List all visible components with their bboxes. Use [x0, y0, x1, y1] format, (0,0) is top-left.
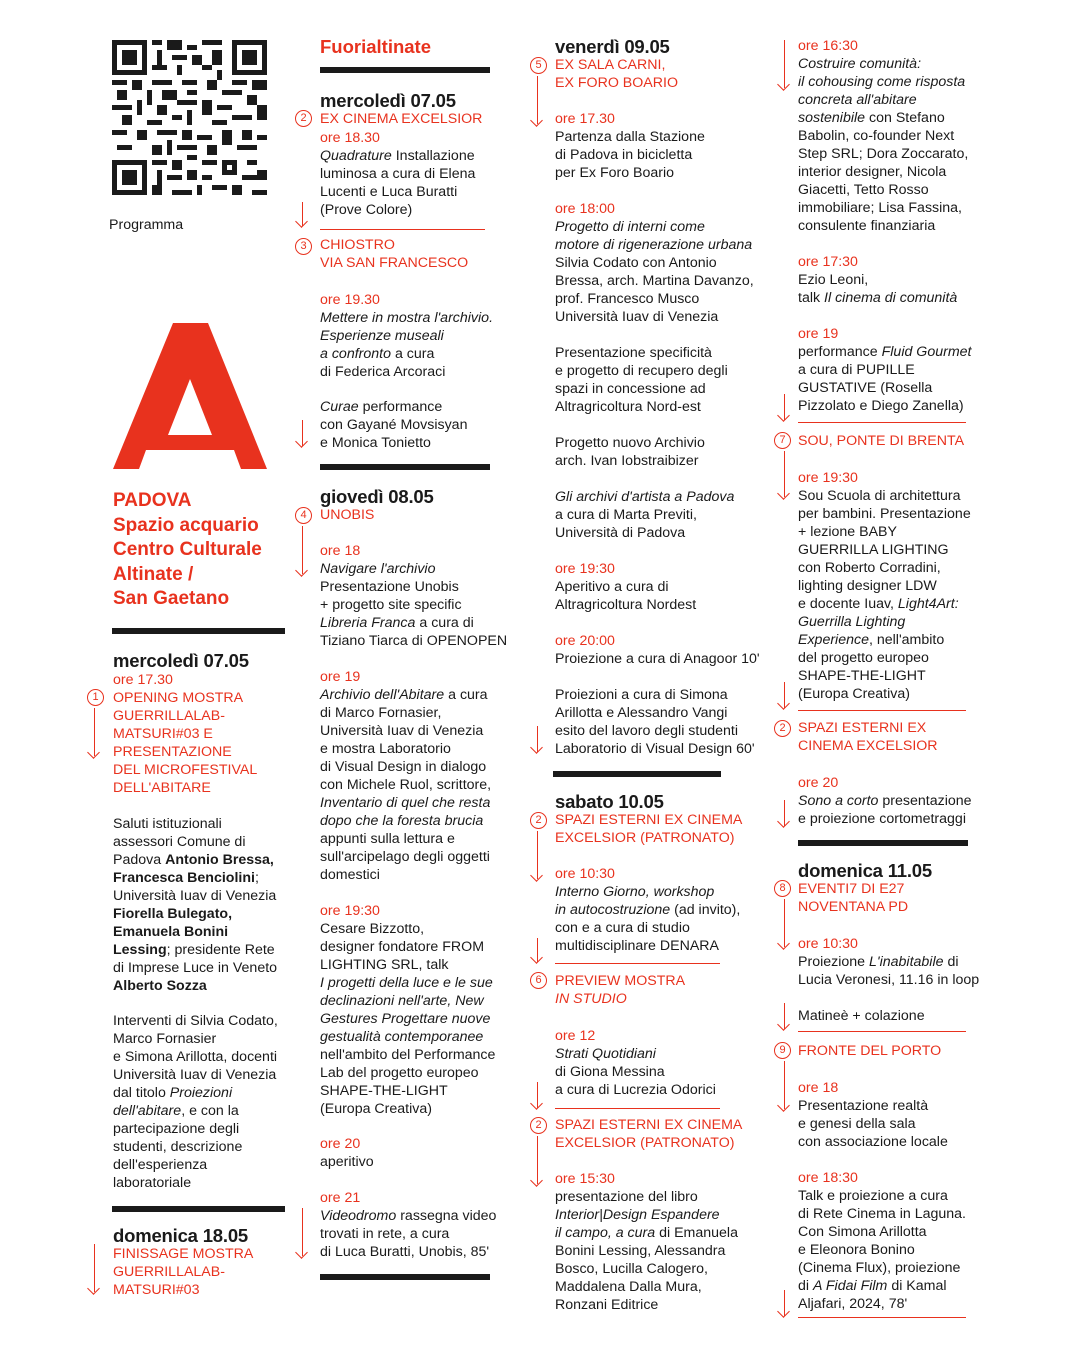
- event-text: Presentazione realtà e genesi della sala con associazione locale: [798, 1098, 948, 1150]
- event-text: presentazione del libro Interior|Design Espandere il campo, a cura di Emanuela Bonini Lessing, Alessandra Bosco, Lucilla Calogero, Maddalena Dalla Mura, Ronzani Editrice: [555, 1189, 738, 1313]
- arrow-down-icon: [778, 40, 792, 90]
- interventi-text: Interventi di Silvia Codato, Marco Fornasier e Simona Arillotta, docenti Università Iuav di Venezia dal titolo Proiezioni dell'abitare, e con la partecipazione degli studenti, descrizione dell'esperienza laboratoriale: [113, 1013, 278, 1191]
- arrow-down-icon: [531, 831, 545, 881]
- location-number: 1: [87, 689, 104, 706]
- event-text: Sono a corto presentazione e proiezione cortometraggi: [798, 793, 972, 827]
- divider: [553, 771, 721, 777]
- arrow-down-icon: [296, 1208, 310, 1258]
- event-title: OPENING MOSTRA GUERRILLALAB- MATSURI#03 E PRESENTAZIONE DEL MICROFESTIVAL DELL'ABITARE: [113, 690, 258, 796]
- event-text: Navigare l'archivio Presentazione Unobis + progetto site specific Libreria Franca a cura di Tiziano Tiarca di OPENOPEN: [320, 561, 508, 649]
- city-block: PADOVA Spazio acquario Centro Culturale Altinate / San Gaetano: [113, 490, 262, 609]
- location-number: 2: [774, 720, 791, 737]
- location-name: PREVIEW MOSTRA IN STUDIO: [555, 973, 686, 1007]
- event-text: Presentazione specificità e progetto di recupero degli spazi in concessione ad Altragricoltura Nord-est: [555, 345, 728, 415]
- arrow-down-icon: [531, 1136, 545, 1186]
- arrow-down-icon: [296, 526, 310, 576]
- event-text: Ezio Leoni, talk Il cinema di comunità: [798, 272, 958, 306]
- location-name: SPAZI ESTERNI EX CINEMA EXCELSIOR (PATRONATO): [555, 812, 743, 846]
- arrow-down-icon: [778, 451, 792, 499]
- saluti-text: Saluti istituzionali assessori Comune di Padova Antonio Bressa, Francesca Benciolini; Università Iuav di Venezia Fiorella Bulegato, Emanuela Bonini Lessing; presidente Rete di Imprese Luce in Veneto Alberto Sozza: [113, 816, 278, 994]
- arrow-down-icon: [296, 420, 310, 448]
- event-text: Proiezioni a cura di Simona Arillotta e Alessandro Vangi esito del lavoro degli studenti Laboratorio di Visual Design 60': [555, 687, 755, 757]
- location-name: SPAZI ESTERNI EX CINEMA EXCELSIOR: [798, 720, 938, 754]
- event-text: Strati Quotidiani di Giona Messina a cura di Lucrezia Odorici: [555, 1046, 716, 1098]
- location-number: 5: [530, 57, 547, 74]
- event-text: Quadrature Installazione luminosa a cura di Elena Lucenti e Luca Buratti (Prove Colore): [320, 148, 476, 218]
- location-number: 8: [774, 880, 791, 897]
- time: ore 18:30: [798, 1170, 858, 1186]
- arrow-down-icon: [296, 202, 310, 228]
- event-text: Sou Scuola di architettura per bambini. Presentazione + lezione BABY GUERRILLA LIGHTING con Roberto Corradini, lighting designer LDW e docente Iuav, Light4Art: Guerrilla Lighting Experience, nell'ambito del progetto europeo SHAPE-THE-LIGHT (Europa Creativa): [798, 488, 971, 702]
- arrow-down-icon: [531, 938, 545, 964]
- event-text: Gli archivi d'artista a Padova a cura di Marta Previti, Università di Padova: [555, 489, 735, 541]
- location-number: 7: [774, 432, 791, 449]
- divider: [320, 1274, 490, 1280]
- event-text: Archivio dell'Abitare a cura di Marco Fornasier, Università Iuav di Venezia e mostra Laboratorio di Visual Design in dialogo con Michele Ruol, scrittore, Inventario di quel che resta dopo che la foresta brucia appunti sulla lettura e sull'arcipelago degli oggetti domestici: [320, 687, 492, 883]
- event-text: Videodromo rassegna video trovati in rete, a cura di Luca Buratti, Unobis, 85': [320, 1208, 497, 1260]
- event-text: Curae performance con Gayané Movsisyan e Monica Tonietto: [320, 399, 468, 451]
- day-heading: domenica 11.05: [798, 860, 932, 881]
- location-number: 2: [530, 1117, 547, 1134]
- time: ore 15:30: [555, 1171, 615, 1187]
- arrow-down-icon: [531, 1082, 545, 1110]
- event-text: Cesare Bizzotto, designer fondatore FROM LIGHTING SRL, talk I progetti della luce e le sue declinazioni nell'arte, New Gestures Progettare nuove gestualità contemporanee nell'ambito del Performance Lab del progetto europeo SHAPE-THE-LIGHT (Europa Creativa): [320, 921, 496, 1117]
- time: ore 19: [320, 669, 361, 685]
- location-name: EX SALA CARNI, EX FORO BOARIO: [555, 57, 678, 91]
- divider: [798, 840, 968, 846]
- arrow-down-icon: [778, 682, 792, 710]
- arrow-down-icon: [531, 726, 545, 754]
- location-name: EX CINEMA EXCELSIOR: [320, 111, 483, 127]
- event-text: Proiezione L'inabitabile di Lucia Veronesi, 11.16 in loop: [798, 954, 980, 988]
- fuorialtinate-heading: Fuorialtinate: [320, 36, 432, 57]
- arrow-down-icon: [88, 1244, 102, 1294]
- location-number: 2: [295, 110, 312, 127]
- arrow-down-icon: [88, 708, 102, 758]
- time: ore 12: [555, 1028, 596, 1044]
- event-text: Matineè + colazione: [798, 1008, 925, 1024]
- time: ore 20: [320, 1136, 361, 1152]
- day-heading: mercoledì 07.05: [113, 650, 249, 671]
- day-heading: mercoledì 07.05: [320, 90, 456, 111]
- time: ore 20:00: [555, 633, 615, 649]
- day-heading: sabato 10.05: [555, 791, 664, 812]
- altinate-a-logo: [113, 323, 267, 469]
- divider: [112, 628, 285, 634]
- time: ore 18.30: [320, 130, 380, 146]
- qr-code: [112, 40, 267, 195]
- arrow-down-icon: [531, 76, 545, 126]
- arrow-down-icon: [778, 1061, 792, 1111]
- divider: [320, 229, 485, 230]
- day-heading: giovedì 08.05: [320, 486, 434, 507]
- time: ore 19.30: [320, 292, 380, 308]
- time: ore 19:30: [320, 903, 380, 919]
- arrow-down-icon: [778, 899, 792, 949]
- divider: [112, 1206, 285, 1212]
- time: ore 19:30: [798, 470, 858, 486]
- arrow-down-icon: [778, 394, 792, 422]
- time: ore 17.30: [113, 672, 173, 688]
- location-number: 6: [530, 972, 547, 989]
- divider: [320, 464, 490, 470]
- divider: [798, 422, 966, 423]
- time: ore 19: [798, 326, 839, 342]
- divider: [798, 1317, 966, 1318]
- location-name: EVENTI7 DI E27 NOVENTANA PD: [798, 881, 909, 915]
- event-text: Talk e proiezione a cura di Rete Cinema in Laguna. Con Simona Arillotta e Eleonora Bonino (Cinema Flux), proiezione di A Fidai Film di Kamal Aljafari, 2024, 78': [798, 1188, 966, 1312]
- divider: [320, 67, 490, 73]
- event-title: FINISSAGE MOSTRA GUERRILLALAB- MATSURI#03: [113, 1246, 254, 1298]
- event-text: Progetto nuovo Archivio arch. Ivan Iobstraibizer: [555, 435, 705, 469]
- location-name: SOU, PONTE DI BRENTA: [798, 433, 965, 449]
- event-text: performance Fluid Gourmet a cura di PUPILLE GUSTATIVE (Rosella Pizzolato e Diego Zanella): [798, 344, 972, 414]
- event-text: Costruire comunità: il cohousing come risposta concreta all'abitare sostenibile con Stefano Babolin, co-founder Next Step SRL; Dora Zoccarato, interior designer, Nicola Giacetti, Tetto Rosso immobiliare; Lisa Fassina, consulente finanziaria: [798, 56, 969, 234]
- divider: [555, 1108, 720, 1109]
- programma-label: Programma: [109, 217, 184, 233]
- location-name: UNOBIS: [320, 507, 375, 523]
- arrow-down-icon: [778, 800, 792, 828]
- time: ore 19:30: [555, 561, 615, 577]
- event-text: aperitivo: [320, 1154, 374, 1170]
- event-text: Progetto di interni come motore di rigenerazione urbana Silvia Codato con Antonio Bressa, arch. Martina Davanzo, prof. Francesco Musco Università Iuav di Venezia: [555, 219, 754, 325]
- day-heading: venerdì 09.05: [555, 36, 670, 57]
- arrow-down-icon: [778, 1290, 792, 1318]
- time: ore 18: [320, 543, 361, 559]
- time: ore 21: [320, 1190, 361, 1206]
- time: ore 20: [798, 775, 839, 791]
- event-text: Aperitivo a cura di Altragricoltura Nordest: [555, 579, 697, 613]
- location-name: SPAZI ESTERNI EX CINEMA EXCELSIOR (PATRONATO): [555, 1117, 743, 1151]
- divider: [555, 963, 720, 964]
- time: ore 10:30: [798, 936, 858, 952]
- time: ore 17:30: [798, 254, 858, 270]
- divider: [798, 710, 966, 711]
- day-heading: domenica 18.05: [113, 1225, 248, 1246]
- divider: [798, 1031, 966, 1032]
- time: ore 18:00: [555, 201, 615, 217]
- event-text: Mettere in mostra l'archivio. Esperienze museali a confronto a cura di Federica Arcoraci: [320, 310, 494, 380]
- arrow-down-icon: [778, 1003, 792, 1031]
- location-number: 2: [530, 812, 547, 829]
- location-number: 3: [295, 238, 312, 255]
- time: ore 18: [798, 1080, 839, 1096]
- location-name: FRONTE DEL PORTO: [798, 1043, 942, 1059]
- time: ore 10:30: [555, 866, 615, 882]
- time: ore 16:30: [798, 38, 858, 54]
- location-number: 4: [295, 507, 312, 524]
- event-text: Partenza dalla Stazione di Padova in bicicletta per Ex Foro Boario: [555, 129, 705, 181]
- event-text: Proiezione a cura di Anagoor 10': [555, 651, 760, 667]
- time: ore 17.30: [555, 111, 615, 127]
- location-name: CHIOSTRO VIA SAN FRANCESCO: [320, 237, 469, 271]
- location-number: 9: [774, 1042, 791, 1059]
- event-text: Interno Giorno, workshop in autocostruzione (ad invito), con e a cura di studio multidisciplinare DENARA: [555, 884, 741, 954]
